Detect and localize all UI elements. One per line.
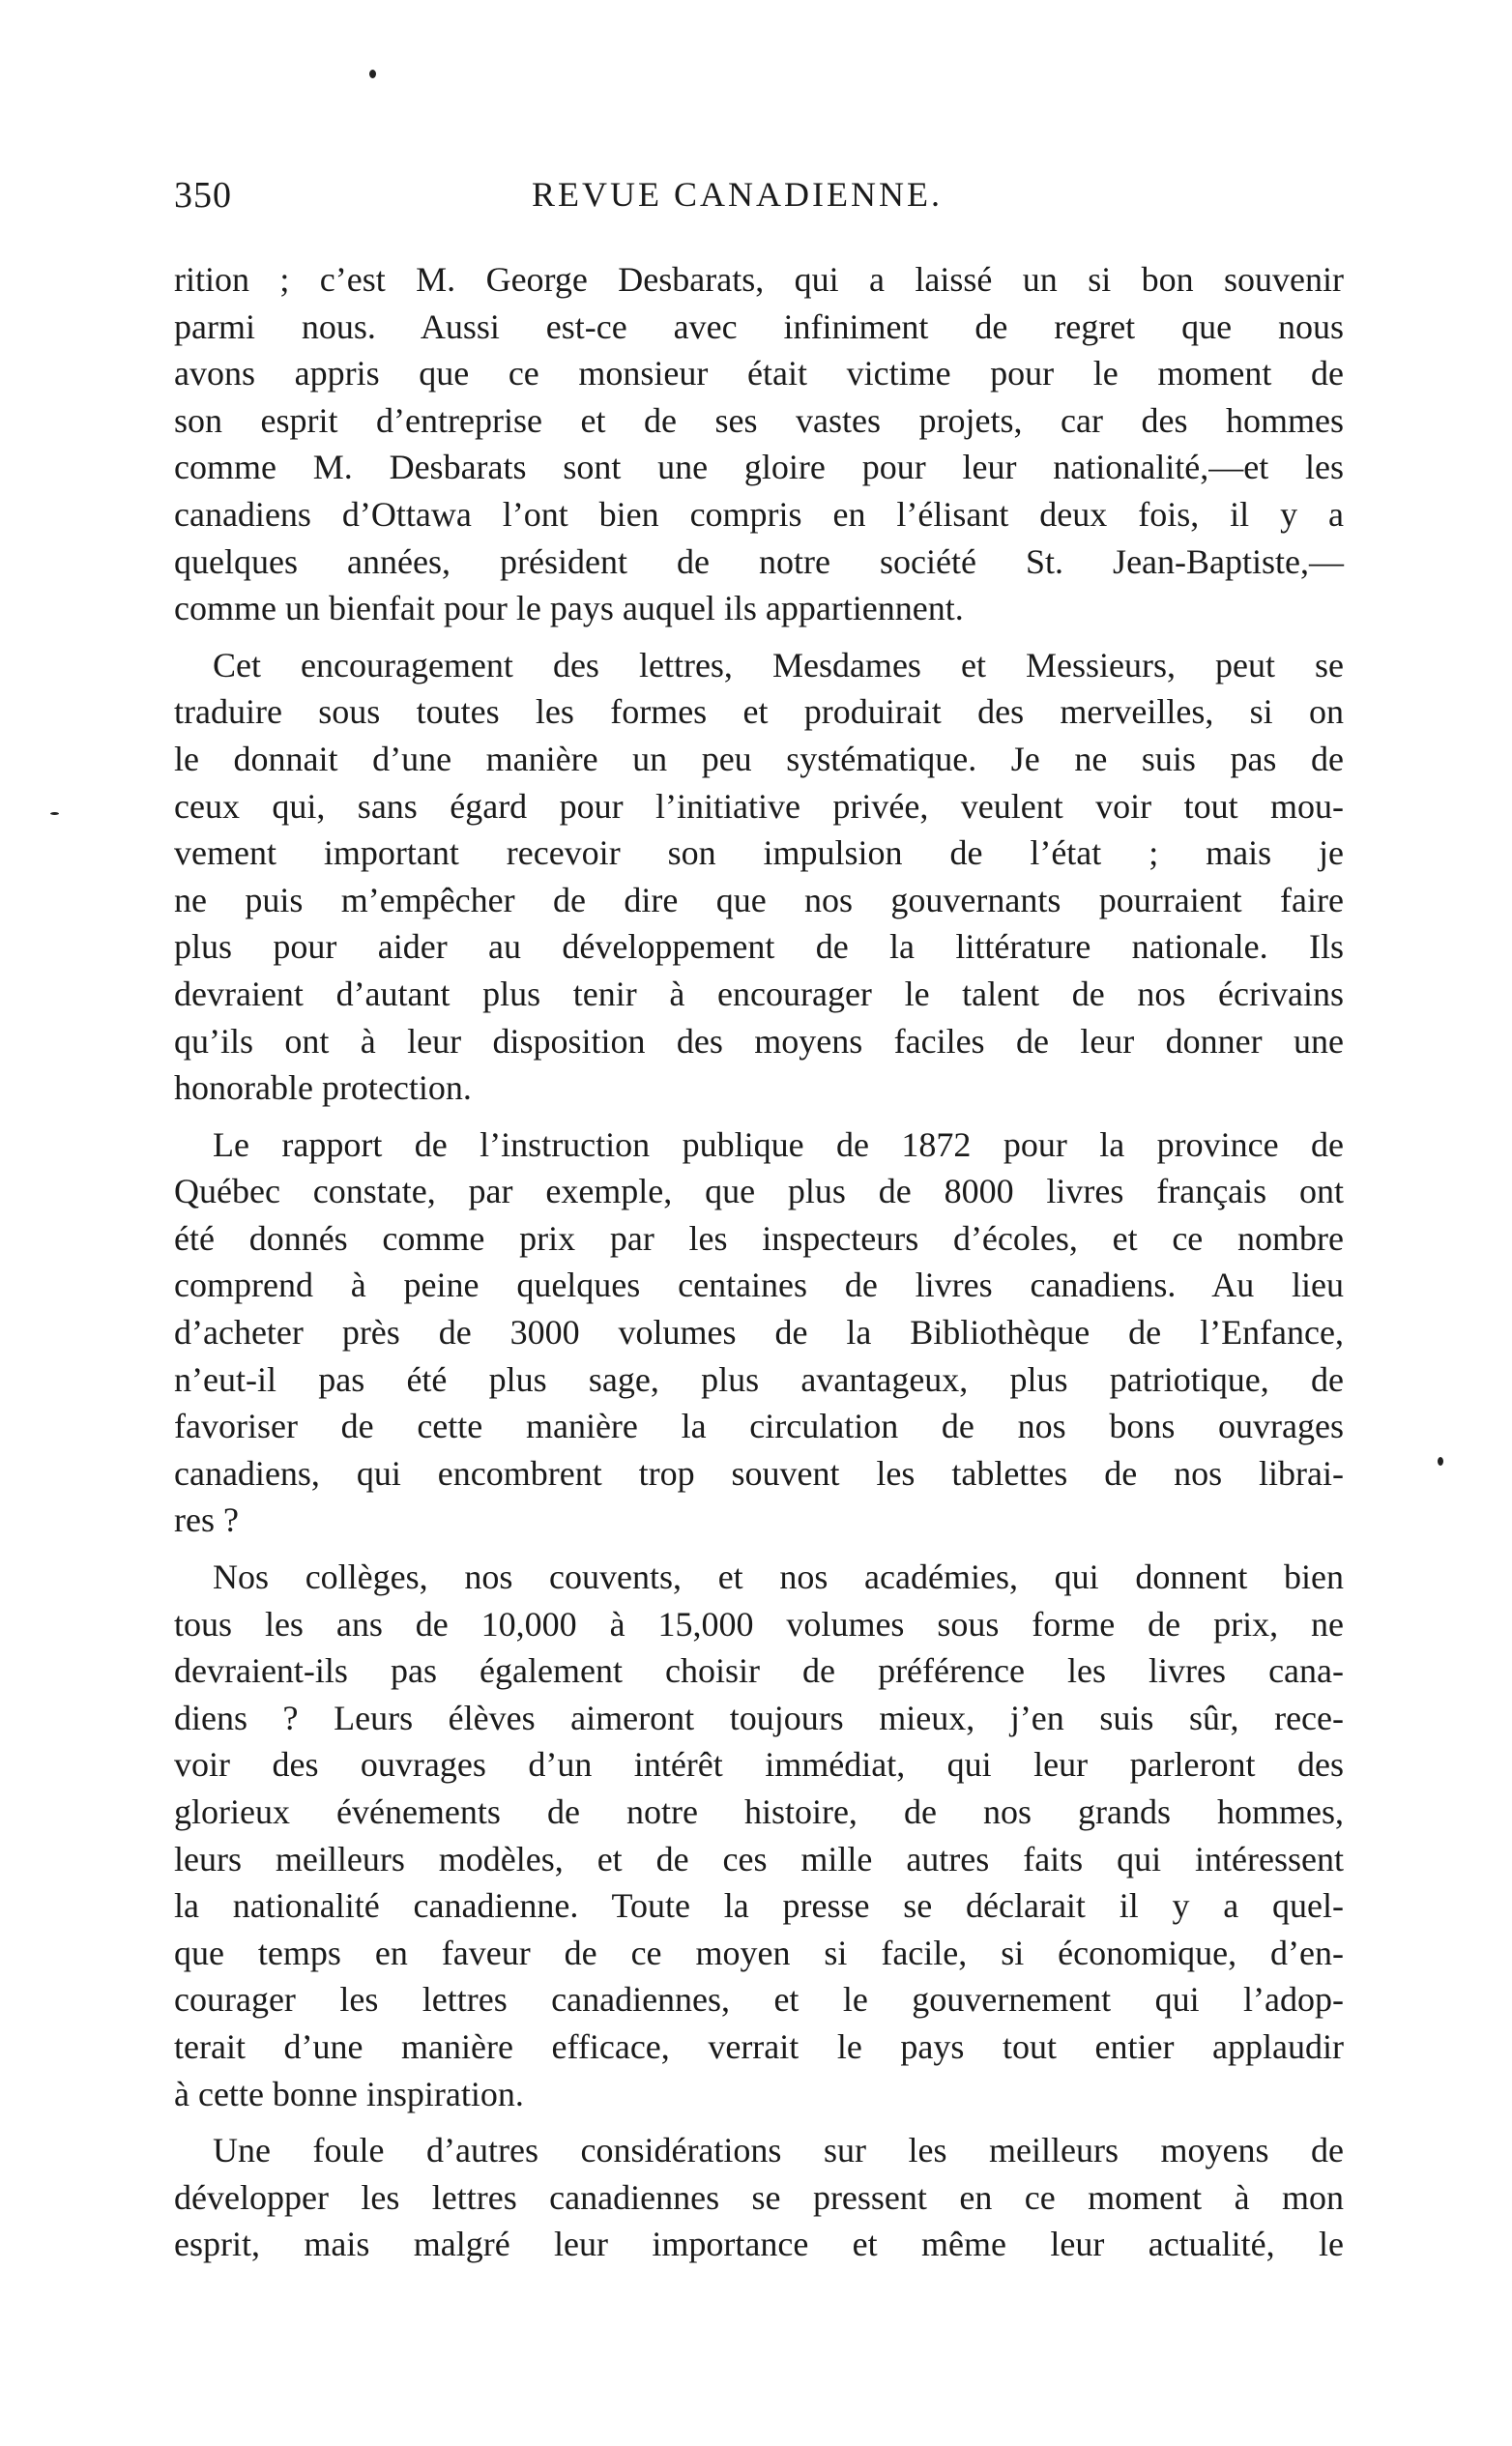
text-line: diens ? Leurs élèves aimeront toujours mieux, j’en suis sûr, rece- <box>174 1698 1344 1737</box>
text-line: plus pour aider au développement de la littérature nationale. Ils <box>174 927 1344 967</box>
text-line: honorable protection. <box>174 1068 472 1108</box>
text-line: d’acheter près de 3000 volumes de la Bibliothèque de l’Enfance, <box>174 1313 1344 1353</box>
text-line: n’eut-il pas été plus sage, plus avantageux, plus patriotique, de <box>174 1359 1344 1399</box>
text-line: parmi nous. Aussi est-ce avec infiniment de regret que nous <box>174 306 1344 346</box>
paragraph-gap <box>174 632 1344 642</box>
text-line: Le rapport de l’instruction publique de 1872 pour la province de <box>213 1124 1344 1164</box>
ink-speck <box>1438 1457 1443 1466</box>
text-line: voir des ouvrages d’un intérêt immédiat, qui leur parleront des <box>174 1745 1344 1785</box>
paragraph <box>174 642 1344 1112</box>
text-line: vement important recevoir son impulsion de l’état ; mais je <box>174 833 1344 873</box>
text-line: Nos collèges, nos couvents, et nos académies, qui donnent bien <box>213 1558 1344 1597</box>
text-line: qu’ils ont à leur disposition des moyens faciles de leur donner une <box>174 1021 1344 1061</box>
text-line: Une foule d’autres considérations sur les meilleurs moyens de <box>213 2131 1344 2170</box>
paragraph-gap <box>174 2117 1344 2127</box>
text-line: comme M. Desbarats sont une gloire pour leur nationalité,—et les <box>174 448 1344 487</box>
text-line: été donnés comme prix par les inspecteurs d’écoles, et ce nombre <box>174 1218 1344 1258</box>
text-line: rition ; c’est M. George Desbarats, qui a laissé un si bon souvenir <box>174 260 1344 299</box>
text-line: à cette bonne inspiration. <box>174 2074 524 2113</box>
text-line: devraient-ils pas également choisir de préférence les livres cana- <box>174 1651 1344 1691</box>
running-title: REVUE CANADIENNE. <box>532 175 943 214</box>
text-line: Québec constate, par exemple, que plus de 8000 livres français ont <box>174 1172 1344 1211</box>
page-header <box>174 174 1363 232</box>
text-line: développer les lettres canadiennes se pressent en ce moment à mon <box>174 2177 1344 2217</box>
text-line: comprend à peine quelques centaines de livres canadiens. Au lieu <box>174 1266 1344 1305</box>
text-line: courager les lettres canadiennes, et le gouvernement qui l’adop- <box>174 1980 1344 2020</box>
text-line: la nationalité canadienne. Toute la presse se déclarait il y a quel- <box>174 1886 1344 1926</box>
text-line: quelques années, président de notre société St. Jean-Baptiste,— <box>174 541 1344 581</box>
paragraph-gap <box>174 1112 1344 1121</box>
paragraph <box>174 2127 1344 2268</box>
text-line: son esprit d’entreprise et de ses vastes projets, car des hommes <box>174 400 1344 440</box>
text-line: glorieux événements de notre histoire, de nos grands hommes, <box>174 1792 1344 1831</box>
text-line: ne puis m’empêcher de dire que nos gouvernants pourraient faire <box>174 880 1344 919</box>
text-line: avons appris que ce monsieur était victime pour le moment de <box>174 354 1344 393</box>
page-number: 350 <box>174 175 232 216</box>
text-line: ceux qui, sans égard pour l’initiative privée, veulent voir tout mou- <box>174 786 1344 826</box>
paragraph <box>174 1121 1344 1544</box>
text-line: canadiens, qui encombrent trop souvent les tablettes de nos librai- <box>174 1453 1344 1493</box>
text-line: devraient d’autant plus tenir à encourager le talent de nos écrivains <box>174 974 1344 1013</box>
ink-speck <box>369 70 376 78</box>
paragraph <box>174 256 1344 632</box>
text-line: tous les ans de 10,000 à 15,000 volumes sous forme de prix, ne <box>174 1604 1344 1644</box>
text-line: canadiens d’Ottawa l’ont bien compris en l’élisant deux fois, il y a <box>174 494 1344 534</box>
text-line: res ? <box>174 1500 239 1540</box>
body-text <box>174 256 1344 2268</box>
text-line: comme un bienfait pour le pays auquel ils appartiennent. <box>174 589 964 628</box>
text-line: Cet encouragement des lettres, Mesdames et Messieurs, peut se <box>213 645 1344 684</box>
text-line: esprit, mais malgré leur importance et même leur actualité, le <box>174 2225 1344 2264</box>
text-line: terait d’une manière efficace, verrait le pays tout entier applaudir <box>174 2026 1344 2066</box>
text-line: traduire sous toutes les formes et produirait des merveilles, si on <box>174 692 1344 732</box>
text-line: leurs meilleurs modèles, et de ces mille autres faits qui intéressent <box>174 1839 1344 1878</box>
text-line: que temps en faveur de ce moyen si facile, si économique, d’en- <box>174 1933 1344 1972</box>
ink-speck <box>50 812 59 815</box>
paragraph <box>174 1554 1344 2117</box>
paragraph-gap <box>174 1544 1344 1554</box>
text-line: le donnait d’une manière un peu systématique. Je ne suis pas de <box>174 739 1344 778</box>
text-line: favoriser de cette manière la circulation de nos bons ouvrages <box>174 1407 1344 1446</box>
